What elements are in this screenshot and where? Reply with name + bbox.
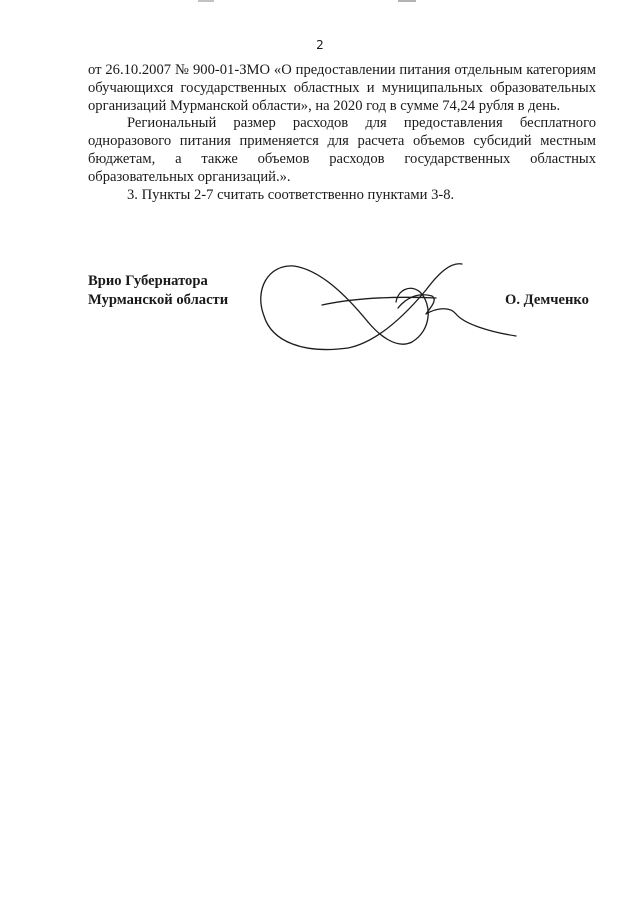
- paragraph-regional-expenses: Региональный размер расходов для предоставления бесплатного одноразового питания применяется для расчета объемов субсидий местным бюджетам, а также объемов расходов государственных областных образовательных организаций.».: [88, 115, 596, 185]
- signatory-name: О. Демченко: [505, 292, 589, 308]
- signatory-title: [88, 272, 228, 310]
- signatory-title-line2: Мурманской области: [88, 292, 229, 308]
- page-number: 2: [316, 38, 324, 52]
- paragraph-decree-reference: от 26.10.2007 № 900-01-ЗМО «О предоставлении питания отдельным категориям обучающихся государственных областных и муниципальных образовательных организаций Мурманской области», на 2020 год в сумме 74,24 рубля в день.: [88, 62, 596, 114]
- scan-marks: [190, 0, 430, 6]
- paragraph-renumbering: 3. Пункты 2-7 считать соответственно пунктами 3-8.: [127, 186, 455, 203]
- handwritten-signature: [250, 244, 520, 364]
- document-body: [88, 62, 596, 204]
- signatory-title-line1: Врио Губернатора: [88, 273, 208, 289]
